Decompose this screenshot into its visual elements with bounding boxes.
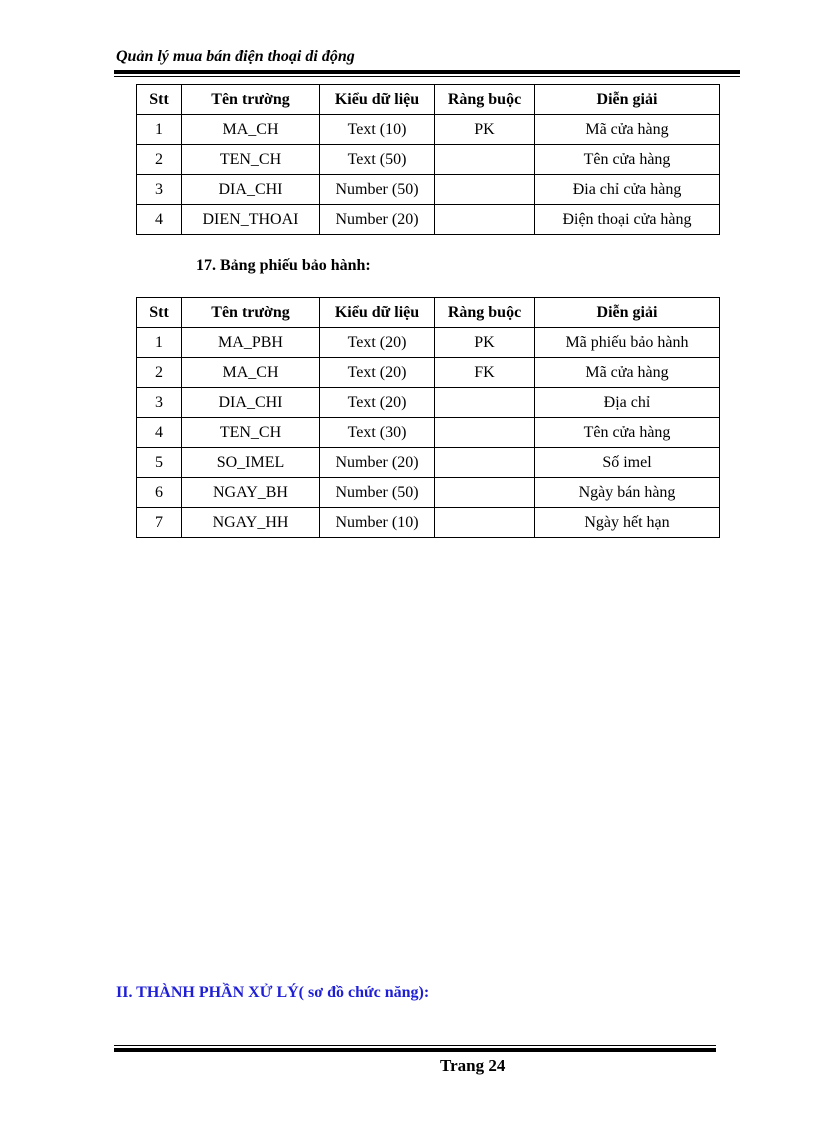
table-cell bbox=[435, 448, 535, 478]
table-cell: Text (20) bbox=[320, 358, 435, 388]
table-cell: Number (20) bbox=[320, 205, 435, 235]
table-cell: TEN_CH bbox=[182, 145, 320, 175]
table-cell: Number (50) bbox=[320, 175, 435, 205]
table-cell: 7 bbox=[137, 508, 182, 538]
table-cell bbox=[435, 175, 535, 205]
table-cell: Text (20) bbox=[320, 328, 435, 358]
column-header: Ràng buộc bbox=[435, 298, 535, 328]
table-row bbox=[137, 145, 720, 175]
table-cell: Text (10) bbox=[320, 115, 435, 145]
table-row bbox=[137, 328, 720, 358]
column-header: Kiểu dữ liệu bbox=[320, 85, 435, 115]
table-cell: 2 bbox=[137, 358, 182, 388]
table-cell: Ngày hết hạn bbox=[535, 508, 720, 538]
table-cell: Tên cửa hàng bbox=[535, 418, 720, 448]
table-cell: Number (10) bbox=[320, 508, 435, 538]
table-cell: Đia chỉ cửa hàng bbox=[535, 175, 720, 205]
table-cell: 3 bbox=[137, 175, 182, 205]
table-cell: PK bbox=[435, 115, 535, 145]
column-header: Ràng buộc bbox=[435, 85, 535, 115]
table-cell: PK bbox=[435, 328, 535, 358]
table-cell: Mã cửa hàng bbox=[535, 115, 720, 145]
table-cell bbox=[435, 388, 535, 418]
table-cell: NGAY_HH bbox=[182, 508, 320, 538]
table-cell: Text (20) bbox=[320, 388, 435, 418]
table-cell: Number (20) bbox=[320, 448, 435, 478]
column-header: Stt bbox=[137, 298, 182, 328]
column-header: Stt bbox=[137, 85, 182, 115]
column-header: Tên trường bbox=[182, 298, 320, 328]
section-heading-warranty-table: 17. Bảng phiếu bảo hành: bbox=[196, 257, 371, 274]
footer-rule bbox=[114, 1048, 716, 1052]
table-cell: NGAY_BH bbox=[182, 478, 320, 508]
page-number: Trang 24 bbox=[440, 1056, 506, 1075]
table-row bbox=[137, 175, 720, 205]
table-cell: 3 bbox=[137, 388, 182, 418]
table-cell: MA_CH bbox=[182, 358, 320, 388]
table-cell bbox=[435, 145, 535, 175]
header-rule-thin bbox=[114, 76, 740, 77]
table-cell: 1 bbox=[137, 115, 182, 145]
table-row bbox=[137, 358, 720, 388]
table-cell: 4 bbox=[137, 418, 182, 448]
table-row bbox=[137, 115, 720, 145]
table-cell: Text (30) bbox=[320, 418, 435, 448]
header-rule bbox=[114, 70, 740, 74]
table-row bbox=[137, 508, 720, 538]
footer-rule-thin bbox=[114, 1045, 716, 1046]
table-cell: DIEN_THOAI bbox=[182, 205, 320, 235]
table-cell: Địa chỉ bbox=[535, 388, 720, 418]
table-cell: 5 bbox=[137, 448, 182, 478]
column-header: Kiểu dữ liệu bbox=[320, 298, 435, 328]
store-table bbox=[136, 84, 720, 235]
table-cell bbox=[435, 508, 535, 538]
table-cell: Text (50) bbox=[320, 145, 435, 175]
table-cell: DIA_CHI bbox=[182, 388, 320, 418]
table-cell: Số imel bbox=[535, 448, 720, 478]
table-header-row bbox=[137, 85, 720, 115]
table-cell: TEN_CH bbox=[182, 418, 320, 448]
column-header: Tên trường bbox=[182, 85, 320, 115]
table-cell: MA_PBH bbox=[182, 328, 320, 358]
table-row bbox=[137, 388, 720, 418]
table-cell: 1 bbox=[137, 328, 182, 358]
column-header: Diễn giải bbox=[535, 85, 720, 115]
table-cell: Mã cửa hàng bbox=[535, 358, 720, 388]
table-cell: 4 bbox=[137, 205, 182, 235]
table-cell: SO_IMEL bbox=[182, 448, 320, 478]
table-cell: MA_CH bbox=[182, 115, 320, 145]
part-heading-processing: II. THÀNH PHẦN XỬ LÝ( sơ đồ chức năng): bbox=[116, 984, 430, 1001]
column-header: Diễn giải bbox=[535, 298, 720, 328]
table-cell: Mã phiếu bảo hành bbox=[535, 328, 720, 358]
table-row bbox=[137, 448, 720, 478]
table-cell: 6 bbox=[137, 478, 182, 508]
table-cell: 2 bbox=[137, 145, 182, 175]
table-row bbox=[137, 205, 720, 235]
running-header-title: Quản lý mua bán điện thoại di động bbox=[116, 48, 355, 65]
table-cell bbox=[435, 418, 535, 448]
table-cell: FK bbox=[435, 358, 535, 388]
table-row bbox=[137, 478, 720, 508]
table-cell bbox=[435, 478, 535, 508]
table-cell: Tên cửa hàng bbox=[535, 145, 720, 175]
table-cell: DIA_CHI bbox=[182, 175, 320, 205]
table-header-row bbox=[137, 298, 720, 328]
table-cell bbox=[435, 205, 535, 235]
table-cell: Number (50) bbox=[320, 478, 435, 508]
table-cell: Ngày bán hàng bbox=[535, 478, 720, 508]
warranty-table bbox=[136, 297, 720, 538]
table-row bbox=[137, 418, 720, 448]
table-cell: Điện thoại cửa hàng bbox=[535, 205, 720, 235]
